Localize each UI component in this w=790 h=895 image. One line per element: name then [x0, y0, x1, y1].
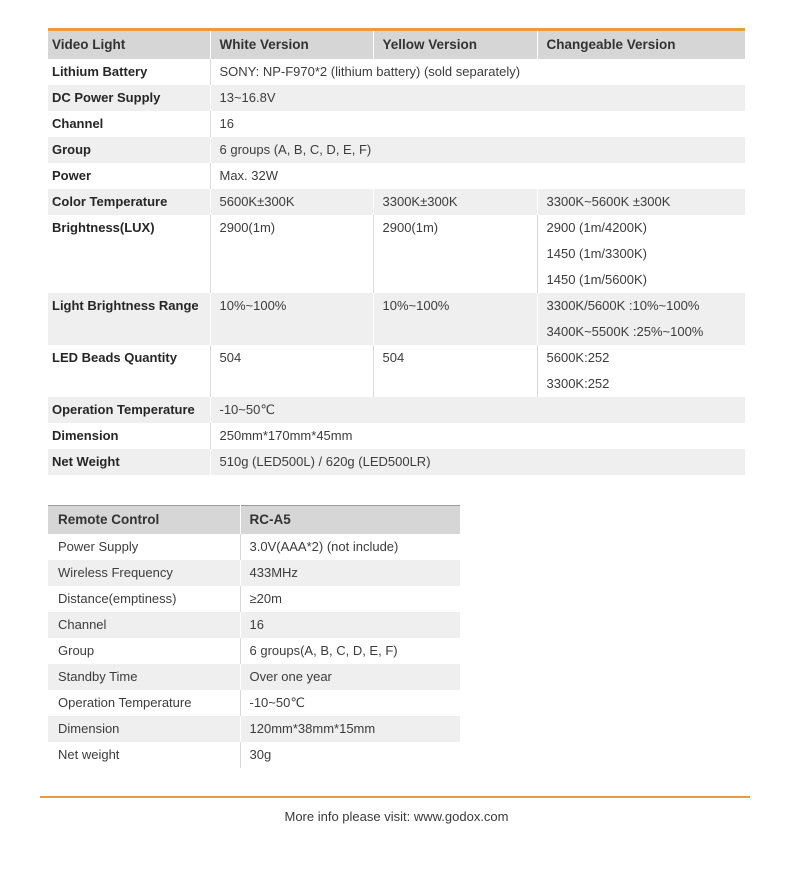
- row-label: LED Beads Quantity: [52, 350, 177, 365]
- table-row-rc-wireless-frequency: [48, 560, 460, 586]
- row-label: Operation Temperature: [58, 695, 192, 710]
- value-line: 3300K/5600K :10%~100%: [546, 298, 700, 313]
- row-label: Channel: [48, 612, 240, 638]
- footer-text: More info please visit: www.godox.com: [284, 809, 509, 824]
- row-label: Dimension: [48, 716, 240, 742]
- row-label: Wireless Frequency: [48, 560, 240, 586]
- row-label: Net Weight: [48, 449, 210, 475]
- header-remote-control: Remote Control: [48, 506, 240, 535]
- row-value-white: 2900(1m): [210, 215, 373, 293]
- row-value: 250mm*170mm*45mm: [210, 423, 745, 449]
- row-value: 16: [210, 111, 745, 137]
- row-value-yellow: 2900(1m): [373, 215, 537, 293]
- table-row-operation-temperature: [48, 397, 745, 423]
- row-value-changeable: [537, 215, 745, 293]
- row-label: DC Power Supply: [48, 85, 210, 111]
- row-value-yellow: 10%~100%: [373, 293, 537, 345]
- header-video-light: Video Light: [48, 30, 210, 60]
- row-label: Lithium Battery: [52, 64, 148, 79]
- value-line: 3300K:252: [546, 376, 610, 391]
- row-value-white: 5600K±300K: [210, 189, 373, 215]
- row-value: 433MHz: [240, 560, 460, 586]
- remote-control-spec-table: [48, 505, 460, 768]
- table-row-rc-dimension: [48, 716, 460, 742]
- header-changeable-version: Changeable Version: [537, 30, 745, 60]
- row-value-white: 504: [210, 345, 373, 397]
- row-label: Light Brightness Range: [48, 293, 210, 345]
- table-row-rc-standby-time: [48, 664, 460, 690]
- row-value: -10~50℃: [210, 397, 745, 423]
- table-row-net-weight: [48, 449, 745, 475]
- value-line: 2900 (1m/4200K): [546, 220, 647, 235]
- row-label: Channel: [52, 116, 104, 131]
- table-row-rc-operation-temperature: [48, 690, 460, 716]
- header-model-rc-a5: RC-A5: [240, 506, 460, 535]
- remote-control-header-row: [48, 506, 460, 535]
- footer: [48, 796, 745, 824]
- row-value-white: 10%~100%: [210, 293, 373, 345]
- row-label: Color Temperature: [48, 189, 210, 215]
- table-row-rc-power-supply: [48, 534, 460, 560]
- value-line: 5600K:252: [546, 350, 610, 365]
- footer-divider: [40, 796, 750, 798]
- table-row-dimension: [48, 423, 745, 449]
- table-row-lithium-battery: [48, 59, 745, 85]
- header-white-version: White Version: [210, 30, 373, 60]
- header-yellow-version: Yellow Version: [373, 30, 537, 60]
- row-label: Net weight: [58, 747, 120, 762]
- row-value: Over one year: [240, 664, 460, 690]
- row-value: SONY: NP-F970*2 (lithium battery) (sold separately): [210, 59, 745, 85]
- video-light-spec-table: [48, 28, 745, 475]
- table-row-power: [48, 163, 745, 189]
- row-label: Dimension: [52, 428, 119, 443]
- table-row-rc-distance: [48, 586, 460, 612]
- row-value: 3.0V(AAA*2) (not include): [240, 534, 460, 560]
- table-row-color-temperature: [48, 189, 745, 215]
- row-value-changeable: [537, 345, 745, 397]
- row-value: 30g: [240, 742, 460, 768]
- row-value-changeable: [537, 293, 745, 345]
- value-line: 1450 (1m/3300K): [546, 246, 647, 261]
- row-label: Standby Time: [48, 664, 240, 690]
- value-line: 3400K~5500K :25%~100%: [546, 324, 704, 339]
- row-label: Distance(emptiness): [58, 591, 177, 606]
- table-row-rc-group: [48, 638, 460, 664]
- row-value: 510g (LED500L) / 620g (LED500LR): [210, 449, 745, 475]
- table-row-brightness: [48, 215, 745, 293]
- row-value: 120mm*38mm*15mm: [240, 716, 460, 742]
- row-value: 6 groups(A, B, C, D, E, F): [240, 638, 460, 664]
- row-value-yellow: 504: [373, 345, 537, 397]
- row-value: 13~16.8V: [210, 85, 745, 111]
- value-line: 1450 (1m/5600K): [546, 272, 647, 287]
- row-label: Power: [52, 168, 92, 183]
- row-label: Group: [58, 643, 95, 658]
- table-row-group: [48, 137, 745, 163]
- table-row-rc-net-weight: [48, 742, 460, 768]
- table-row-channel: [48, 111, 745, 137]
- row-label: Group: [48, 137, 210, 163]
- row-value-yellow: 3300K±300K: [373, 189, 537, 215]
- table-row-dc-power-supply: [48, 85, 745, 111]
- table-row-rc-channel: [48, 612, 460, 638]
- row-value-changeable: 3300K~5600K ±300K: [537, 189, 745, 215]
- video-light-header-row: [48, 30, 745, 60]
- table-row-led-beads-quantity: [48, 345, 745, 397]
- row-value: Max. 32W: [210, 163, 745, 189]
- table-row-light-brightness-range: [48, 293, 745, 345]
- row-value: ≥20m: [240, 586, 460, 612]
- row-value: 16: [240, 612, 460, 638]
- row-value: -10~50℃: [240, 690, 460, 716]
- row-value: 6 groups (A, B, C, D, E, F): [210, 137, 745, 163]
- row-label: Operation Temperature: [48, 397, 210, 423]
- row-label: Brightness(LUX): [52, 220, 155, 235]
- row-label: Power Supply: [58, 539, 139, 554]
